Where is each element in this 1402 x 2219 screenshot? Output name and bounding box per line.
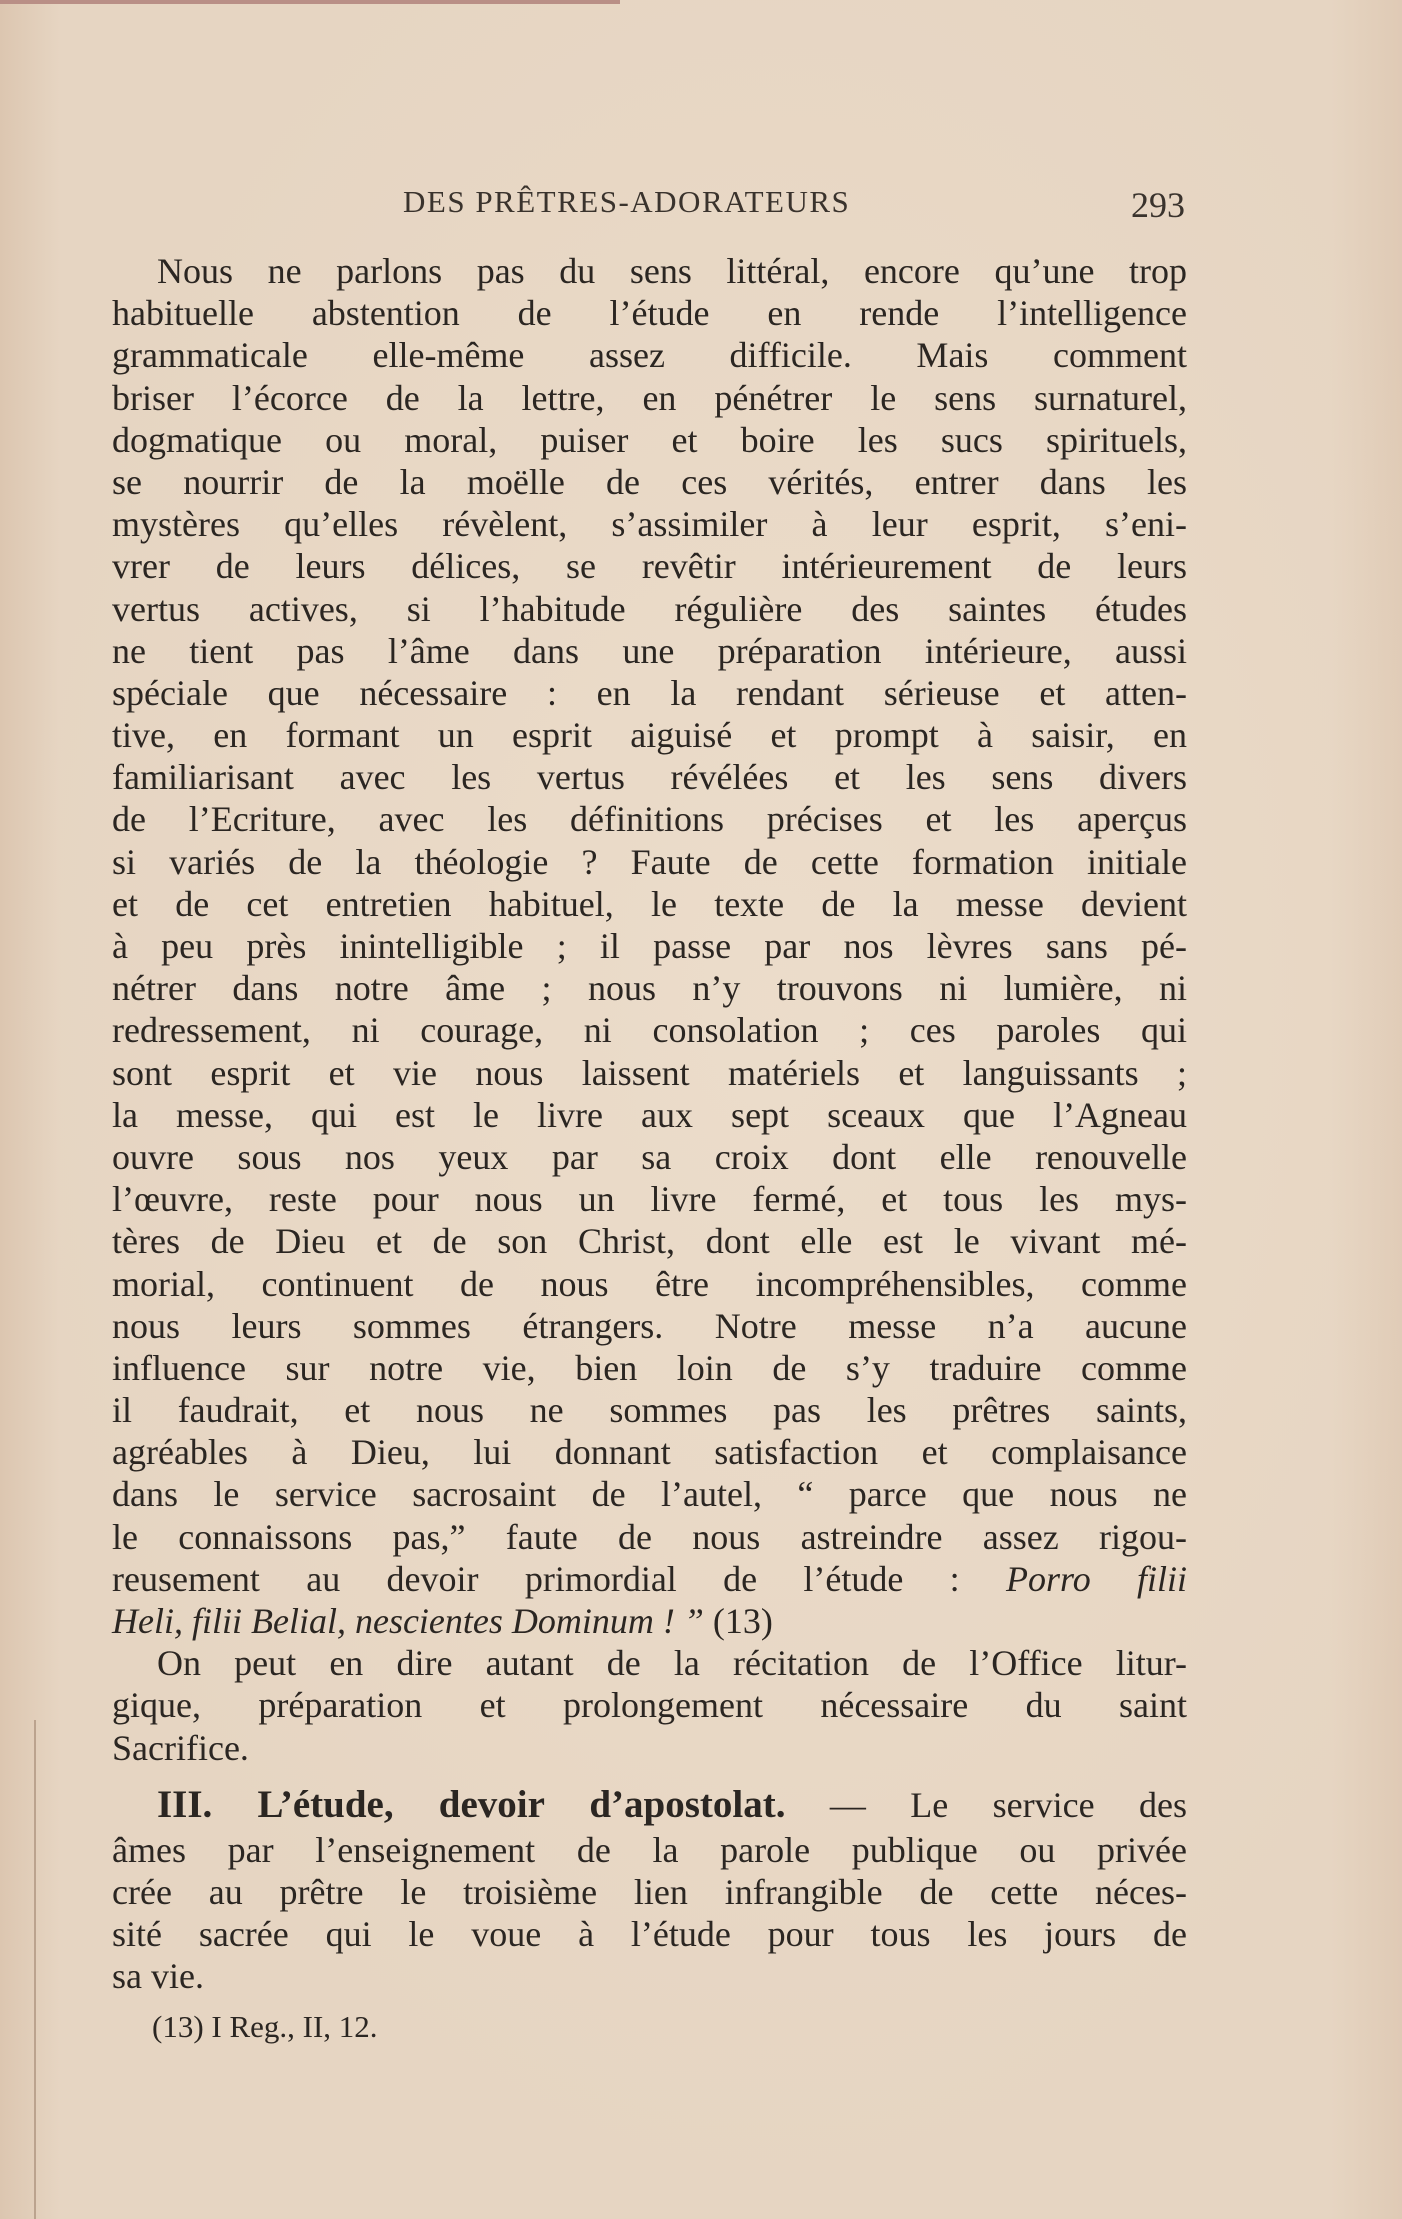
text-line: habituelle abstention de l’étude en rende l’intelligence	[112, 293, 1187, 334]
page-number: 293	[1131, 185, 1185, 225]
text-line: briser l’écorce de la lettre, en pénétrer le sens surnaturel,	[112, 377, 1187, 418]
latin-quote: Heli, filii Belial, nescientes Dominum ! ”	[112, 1601, 704, 1641]
top-edge-rule	[0, 0, 620, 4]
page-header	[110, 184, 1185, 234]
text-line: ouvre sous nos yeux par sa croix dont elle renouvelle	[112, 1136, 1187, 1177]
footnote: (13) I Reg., II, 12.	[152, 2008, 378, 2044]
text-line: le connaissons pas,” faute de nous astreindre assez rigou-	[112, 1516, 1187, 1557]
text-line: crée au prêtre le troisième lien infrangible de cette néces-	[112, 1871, 1187, 1912]
text-line: nous leurs sommes étrangers. Notre messe n’a aucune	[112, 1305, 1187, 1346]
gutter-shadow	[34, 1720, 36, 2219]
text-line: redressement, ni courage, ni consolation ; ces paroles qui	[112, 1010, 1187, 1051]
text-line: vertus actives, si l’habitude régulière des saintes études	[112, 588, 1187, 629]
text-line: dogmatique ou moral, puiser et boire les sucs spirituels,	[112, 419, 1187, 460]
text-line: sont esprit et vie nous laissent matériels et languissants ;	[112, 1052, 1187, 1093]
text-line: influence sur notre vie, bien loin de s’y traduire comme	[112, 1347, 1187, 1388]
text-line: dans le service sacrosaint de l’autel, “ parce que nous ne	[112, 1474, 1187, 1515]
text-line: tive, en formant un esprit aiguisé et prompt à saisir, en	[112, 715, 1187, 756]
text-line: ne tient pas l’âme dans une préparation intérieure, aussi	[112, 630, 1187, 671]
text-line: il faudrait, et nous ne sommes pas les prêtres saints,	[112, 1390, 1187, 1431]
text-line: Sacrifice.	[112, 1727, 249, 1768]
text-line: vrer de leurs délices, se revêtir intérieurement de leurs	[112, 546, 1187, 587]
text-line: agréables à Dieu, lui donnant satisfaction et complaisance	[112, 1432, 1187, 1473]
text-line: de l’Ecriture, avec les définitions précises et les aperçus	[112, 799, 1187, 840]
text-line: à peu près inintelligible ; il passe par nos lèvres sans pé-	[112, 926, 1187, 966]
body-text	[112, 250, 1187, 2050]
text-line: nétrer dans notre âme ; nous n’y trouvons ni lumière, ni	[112, 968, 1187, 1009]
text-line: gique, préparation et prolongement nécessaire du saint	[112, 1685, 1187, 1726]
section-heading: III. L’étude, devoir d’apostolat.	[157, 1782, 786, 1826]
text-line: Nous ne parlons pas du sens littéral, encore qu’une trop	[157, 251, 1187, 291]
text-line: spéciale que nécessaire : en la rendant sérieuse et atten-	[112, 672, 1187, 713]
text-line-with-latin	[112, 1600, 1187, 1642]
text-line: la messe, qui est le livre aux sept sceaux que l’Agneau	[112, 1094, 1187, 1135]
text-line: si variés de la théologie ? Faute de cette formation initiale	[112, 841, 1187, 882]
text-line: tères de Dieu et de son Christ, dont elle est le vivant mé-	[112, 1221, 1187, 1262]
text-run: — Le service des	[829, 1784, 1188, 1825]
text-line: âmes par l’enseignement de la parole publique ou privée	[112, 1829, 1187, 1870]
latin-quote: Porro filii	[1006, 1558, 1188, 1599]
section-heading-line	[112, 1781, 1187, 1829]
text-line-with-latin	[112, 1558, 1187, 1600]
text-line: se nourrir de la moëlle de ces vérités, entrer dans les	[112, 461, 1187, 502]
text-line: grammaticale elle-même assez difficile. Mais comment	[112, 335, 1187, 376]
text-line: sa vie.	[112, 1956, 204, 1997]
text-run: reusement au devoir primordial de l’étude :	[112, 1558, 960, 1599]
text-line: l’œuvre, reste pour nous un livre fermé, et tous les mys-	[112, 1179, 1187, 1220]
text-line: On peut en dire autant de la récitation de l’Office litur-	[157, 1643, 1187, 1684]
text-line: et de cet entretien habituel, le texte de la messe devient	[112, 883, 1187, 924]
footnote-reference: (13)	[712, 1601, 773, 1641]
running-head: DES PRÊTRES-ADORATEURS	[403, 184, 851, 219]
text-line: mystères qu’elles révèlent, s’assimiler à leur esprit, s’eni-	[112, 504, 1187, 545]
text-line: sité sacrée qui le voue à l’étude pour tous les jours de	[112, 1914, 1187, 1955]
text-line: morial, continuent de nous être incompréhensibles, comme	[112, 1263, 1187, 1304]
text-line: familiarisant avec les vertus révélées et les sens divers	[112, 757, 1187, 798]
